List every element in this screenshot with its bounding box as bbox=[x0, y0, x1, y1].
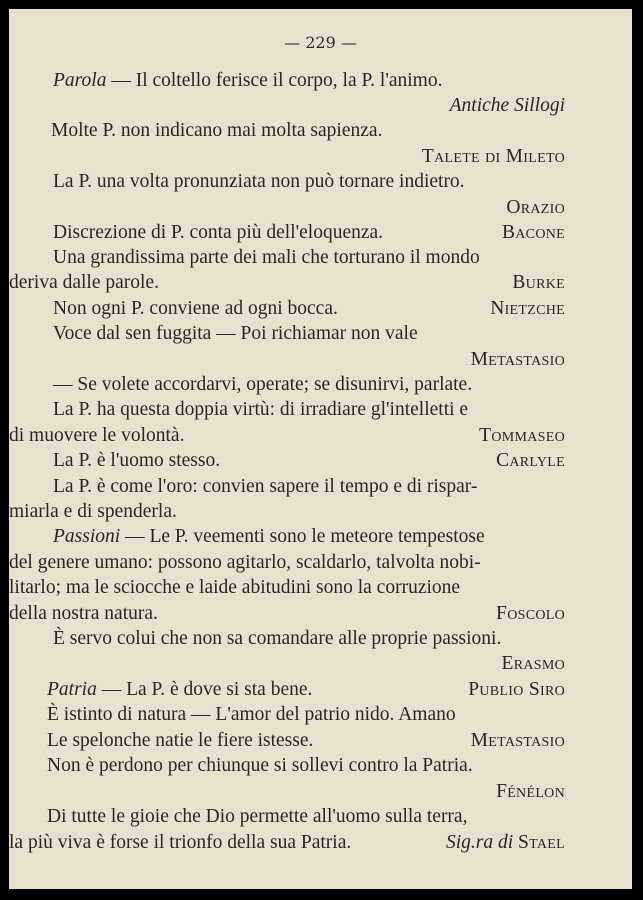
text-line: la più viva è forse il trionfo della sua Patria. bbox=[9, 832, 352, 853]
text-line: È istinto di natura — L'amor del patrio nido. Amano bbox=[47, 704, 456, 725]
author-line: Tommaseo bbox=[479, 425, 565, 446]
author-line: Burke bbox=[512, 272, 565, 293]
text-line: La P. ha questa doppia virtù: di irradiare gl'intelletti e bbox=[53, 399, 469, 420]
text-line: di muovere le volontà. bbox=[9, 425, 185, 446]
text-line: Non è perdono per chiunque si sollevi contro la Patria. bbox=[47, 755, 473, 776]
text-line: Di tutte le gioie che Dio permette all'uomo sulla terra, bbox=[47, 806, 468, 827]
text-line: Voce dal sen fuggita — Poi richiamar non vale bbox=[53, 323, 418, 344]
author-line: Fénélon bbox=[496, 781, 565, 802]
text-line: della nostra natura. bbox=[9, 603, 158, 624]
author-line: Erasmo bbox=[501, 653, 565, 674]
text-line: Parola — Il coltello ferisce il corpo, la P. l'animo. bbox=[53, 70, 443, 91]
author-line: Talete di Mileto bbox=[421, 146, 565, 167]
text-line: La P. è come l'oro: convien sapere il tempo e di rispar- bbox=[53, 476, 478, 497]
book-page bbox=[9, 9, 632, 889]
text-line: Discrezione di P. conta più dell'eloquenza. bbox=[53, 222, 384, 243]
author-line: Sig.ra di Stael bbox=[445, 832, 565, 853]
text-line: È servo colui che non sa comandare alle proprie passioni. bbox=[53, 628, 502, 649]
text-line: Non ogni P. conviene ad ogni bocca. bbox=[53, 298, 338, 319]
author-line: Foscolo bbox=[496, 603, 565, 624]
text-line: miarla e di spenderla. bbox=[9, 501, 177, 522]
text-line: Molte P. non indicano mai molta sapienza. bbox=[51, 120, 383, 141]
page-number: — 229 — bbox=[284, 33, 357, 52]
author-line: Orazio bbox=[506, 197, 565, 218]
text-line: Una grandissima parte dei mali che torturano il mondo bbox=[53, 247, 480, 268]
text-line: Patria — La P. è dove si sta bene. bbox=[47, 679, 313, 700]
author-line: Carlyle bbox=[496, 450, 565, 471]
author-line: Publio Siro bbox=[468, 679, 565, 700]
author-line: Bacone bbox=[501, 222, 565, 243]
text-line: La P. è l'uomo stesso. bbox=[53, 450, 221, 471]
author-line: Antiche Sillogi bbox=[449, 95, 565, 116]
text-line: La P. una volta pronunziata non può tornare indietro. bbox=[53, 171, 465, 192]
author-line: Metastasio bbox=[470, 730, 565, 751]
text-line: del genere umano: possono agitarlo, scaldarlo, talvolta nobi- bbox=[9, 552, 481, 573]
author-line: Metastasio bbox=[470, 349, 565, 370]
text-line: Le spelonche natie le fiere istesse. bbox=[47, 730, 314, 751]
text-line: deriva dalle parole. bbox=[9, 272, 159, 293]
author-line: Nietzche bbox=[490, 298, 565, 319]
text-line: — Se volete accordarvi, operate; se disunirvi, parlate. bbox=[53, 374, 473, 395]
text-line: Passioni — Le P. veementi sono le meteore tempestose bbox=[53, 526, 485, 547]
text-line: litarlo; ma le sciocche e laide abitudini sono la corruzione bbox=[9, 577, 461, 598]
